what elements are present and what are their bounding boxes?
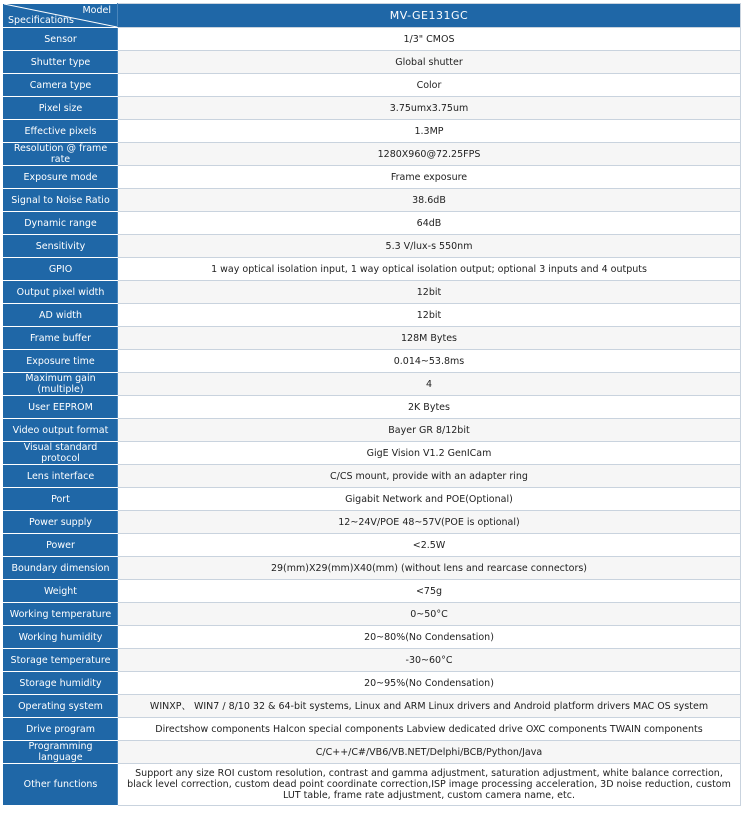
table-row [4,189,741,212]
spec-label: Exposure mode [4,166,118,189]
table-row [4,488,741,511]
spec-label: Power [4,534,118,557]
spec-value: 0~50°C [118,603,741,626]
spec-label: Weight [4,580,118,603]
table-row [4,212,741,235]
spec-value: Bayer GR 8/12bit [118,419,741,442]
spec-value: 2K Bytes [118,396,741,419]
table-row [4,235,741,258]
table-row [4,764,741,806]
spec-value: 12~24V/POE 48~57V(POE is optional) [118,511,741,534]
spec-label: Maximum gain (multiple) [4,373,118,396]
table-row [4,534,741,557]
spec-label: GPIO [4,258,118,281]
spec-value: C/CS mount, provide with an adapter ring [118,465,741,488]
table-row [4,695,741,718]
spec-value: 0.014~53.8ms [118,350,741,373]
spec-label: Programming language [4,741,118,764]
table-row [4,557,741,580]
spec-value: Frame exposure [118,166,741,189]
spec-value: Gigabit Network and POE(Optional) [118,488,741,511]
table-row [4,304,741,327]
table-row [4,97,741,120]
table-header-row [4,4,741,28]
spec-label: Sensitivity [4,235,118,258]
spec-value: 1 way optical isolation input, 1 way optical isolation output; optional 3 inputs and 4 outputs [118,258,741,281]
spec-label: Working humidity [4,626,118,649]
spec-value: 20~95%(No Condensation) [118,672,741,695]
table-row [4,396,741,419]
table-row [4,626,741,649]
header-spec-label: Specifications [8,15,74,26]
spec-value: <2.5W [118,534,741,557]
spec-label: Shutter type [4,51,118,74]
table-row [4,51,741,74]
spec-value: Support any size ROI custom resolution, contrast and gamma adjustment, saturation adjustment, white balance correction, black level correction, custom dead point coordinate correction,ISP image processing acceleration, 3D noise reduction, custom LUT table, frame rate adjustment, custom camera name, etc. [118,764,741,806]
spec-value: 12bit [118,304,741,327]
spec-label: Effective pixels [4,120,118,143]
table-row [4,649,741,672]
table-row [4,603,741,626]
spec-value: <75g [118,580,741,603]
spec-value: 5.3 V/lux-s 550nm [118,235,741,258]
spec-label: Exposure time [4,350,118,373]
table-row [4,28,741,51]
spec-label: Power supply [4,511,118,534]
spec-label: Storage temperature [4,649,118,672]
table-row [4,511,741,534]
spec-label: Video output format [4,419,118,442]
table-row [4,672,741,695]
spec-label: Signal to Noise Ratio [4,189,118,212]
table-row [4,143,741,166]
model-value: MV-GE131GC [118,4,741,28]
spec-value: 1/3" CMOS [118,28,741,51]
spec-value: 1.3MP [118,120,741,143]
spec-value: Global shutter [118,51,741,74]
spec-table [3,3,741,806]
table-row [4,419,741,442]
spec-label: Port [4,488,118,511]
table-row [4,120,741,143]
table-row [4,350,741,373]
spec-value: 4 [118,373,741,396]
spec-label: Resolution @ frame rate [4,143,118,166]
spec-label: Drive program [4,718,118,741]
spec-label: Boundary dimension [4,557,118,580]
table-row [4,373,741,396]
spec-label: User EEPROM [4,396,118,419]
spec-value: -30~60°C [118,649,741,672]
table-row [4,580,741,603]
table-row [4,74,741,97]
spec-label: Dynamic range [4,212,118,235]
table-row [4,741,741,764]
spec-label: Sensor [4,28,118,51]
spec-label: Frame buffer [4,327,118,350]
spec-value: Directshow components Halcon special components Labview dedicated drive OXC components TWAIN components [118,718,741,741]
table-row [4,258,741,281]
spec-label: Operating system [4,695,118,718]
spec-value: C/C++/C#/VB6/VB.NET/Delphi/BCB/Python/Java [118,741,741,764]
spec-label: Visual standard protocol [4,442,118,465]
spec-value: 12bit [118,281,741,304]
header-model-label: Model [82,5,111,16]
spec-label: Output pixel width [4,281,118,304]
spec-value: 1280X960@72.25FPS [118,143,741,166]
spec-value: GigE Vision V1.2 GenICam [118,442,741,465]
spec-value: 128M Bytes [118,327,741,350]
spec-label: Pixel size [4,97,118,120]
table-row [4,718,741,741]
spec-value: WINXP、 WIN7 / 8/10 32 & 64-bit systems, Linux and ARM Linux drivers and Android platform drivers MAC OS system [118,695,741,718]
spec-label: AD width [4,304,118,327]
spec-value: 38.6dB [118,189,741,212]
spec-label: Other functions [4,764,118,806]
spec-label: Storage humidity [4,672,118,695]
spec-value: 64dB [118,212,741,235]
spec-value: Color [118,74,741,97]
table-row [4,166,741,189]
spec-label: Working temperature [4,603,118,626]
spec-label: Camera type [4,74,118,97]
spec-value: 3.75umx3.75um [118,97,741,120]
spec-value: 20~80%(No Condensation) [118,626,741,649]
table-row [4,442,741,465]
table-row [4,281,741,304]
table-row [4,465,741,488]
table-row [4,327,741,350]
spec-label: Lens interface [4,465,118,488]
spec-value: 29(mm)X29(mm)X40(mm) (without lens and rearcase connectors) [118,557,741,580]
header-corner-cell [4,4,118,28]
